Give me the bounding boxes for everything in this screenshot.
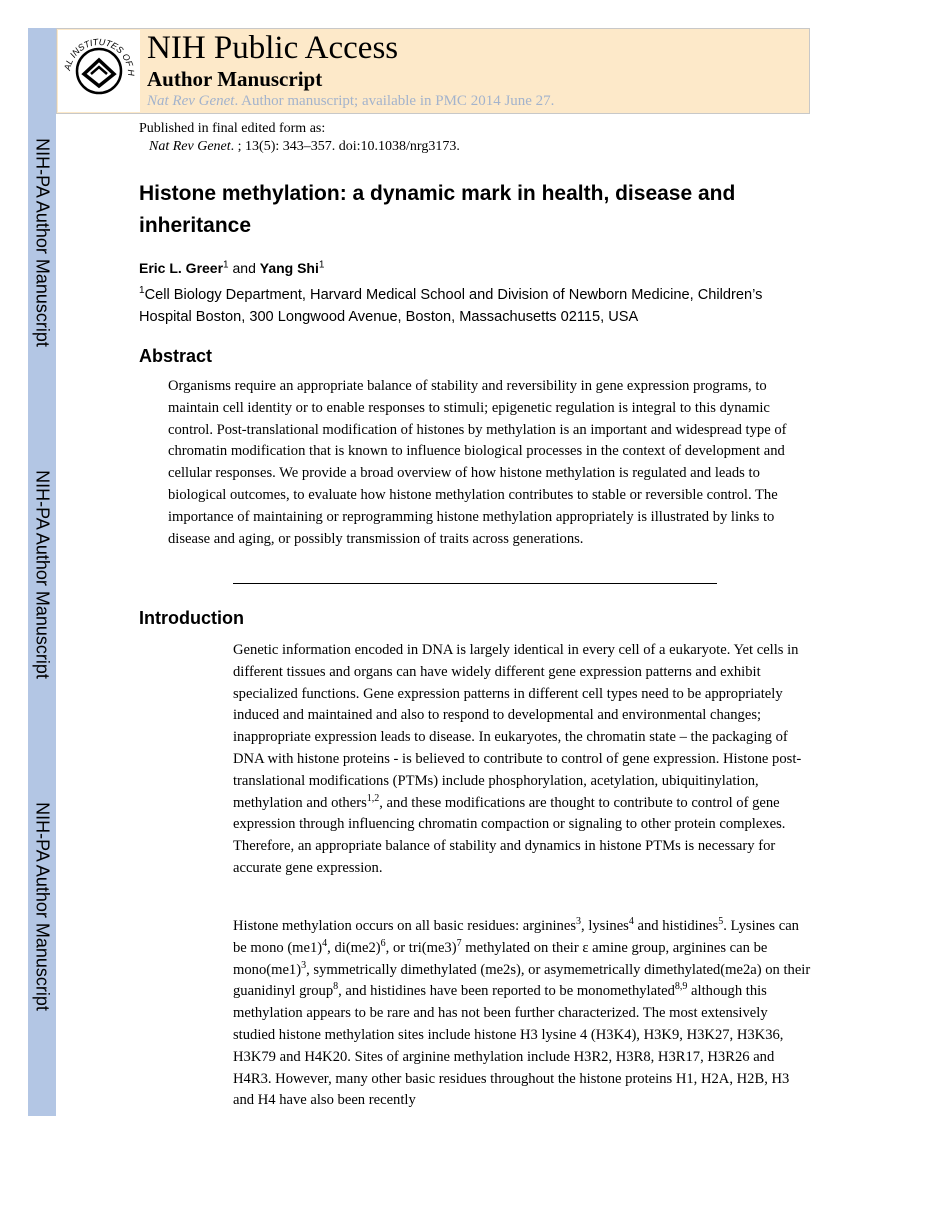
author-2: Yang Shi [259, 260, 319, 276]
author-2-affiliation: 1 [318, 259, 325, 271]
author-1-affiliation: 1 [223, 259, 229, 271]
page-title: NIH Public Access [147, 30, 399, 66]
intro-p2-text: although this methylation appears to be rare and has not been further characterized. The most extensively studied histone methylation sites include histone H3 lysine 4 (H3K4), H3K9, H3K27, H3K36, H3K79 and H4K20. Sites of arginine methylation include H3R2, H3R8, H3R17, H3R26 and H4R3. However, many other basic residues throughout the histone proteins H1, H2A, H2B, H3 and H4 have also been recently [233, 983, 790, 1109]
citation-ref: 5 [718, 916, 724, 928]
citation-ref: 6 [380, 937, 386, 949]
intro-p2-text: Histone methylation occurs on all basic residues: arginines [233, 918, 577, 934]
citation [149, 138, 460, 156]
introduction-heading: Introduction [139, 608, 244, 628]
affiliation-number: 1 [139, 285, 145, 297]
citation-ref: 4 [322, 937, 328, 949]
author-line [139, 258, 324, 278]
availability-journal: Nat Rev Genet [147, 93, 235, 109]
intro-p1-text-b: , and these modifications are thought to contribute to control of gene expression through influencing chromatin compaction or signaling to other protein complexes. Therefore, an appropriate balance of stability and dynamics in histone PTMs is necessary for accurate gene expression. [233, 794, 786, 876]
affiliation-text: Cell Biology Department, Harvard Medical School and Division of Newborn Medicine, Children’s Hospital Boston, 300 Longwood Avenue, Boston, Massachusetts 02115, USA [139, 287, 763, 325]
citation-ref: 3 [576, 916, 582, 928]
nih-logo-icon [58, 30, 140, 112]
intro-paragraph-2 [233, 916, 813, 1112]
intro-p2-text: methylated on their ε amine group, arginines can be mono(me1) [233, 939, 768, 978]
intro-p2-text: , symmetrically dimethylated (me2s), or asymemetrically dimethylated(me2a) on their guanidinyl group [233, 961, 811, 1000]
logo-text: AL INSTITUTES OF H [62, 36, 137, 77]
availability-line [147, 92, 554, 110]
intro-p2-text: , or tri(me3) [385, 939, 457, 956]
intro-p2-text: . Lysines can be mono (me1) [233, 918, 799, 956]
intro-p1-text-a: Genetic information encoded in DNA is largely identical in every cell of a eukaryote. Yet cells in different tissues and organs can have widely different gene expression patterns and exhibit specialized functions. Gene expression patterns in different cell types need to be appropriately induced and maintained and also to respond to developmental and environmental changes; inappropriate expression leads to disease. In eukaryotes, the chromatin state – the packaging of DNA with histone proteins - is believed to contribute to control of gene expression. Histone post-translational modifications (PTMs) include phosphorylation, acetylation, ubiquitinylation, methylation and others [233, 642, 802, 811]
article-title: Histone methylation: a dynamic mark in health, disease and inheritance [139, 182, 736, 237]
availability-text: . Author manuscript; available in PMC 2014 June 27. [234, 93, 555, 109]
affiliation [139, 284, 819, 328]
sidebar-label-1: NIH-PA Author Manuscript [32, 138, 53, 347]
intro-p2-text: and histidines [633, 918, 719, 934]
intro-p2-text: , and histidines have been reported to be monomethylated [338, 983, 675, 1000]
citation-ref: 1,2 [366, 792, 380, 804]
citation-ref: 4 [628, 916, 634, 928]
manuscript-subtitle: Author Manuscript [147, 67, 323, 91]
sidebar-label-2: NIH-PA Author Manuscript [32, 470, 53, 679]
intro-p2-text: , lysines [581, 918, 629, 934]
abstract-heading: Abstract [139, 346, 213, 366]
citation-ref: 8,9 [674, 981, 688, 993]
author-1: Eric L. Greer [139, 260, 224, 276]
citation-ref: 3 [301, 959, 307, 971]
published-label: Published in final edited form as: [139, 121, 326, 136]
intro-p2-text: , di(me2) [327, 939, 381, 956]
section-divider [233, 583, 717, 584]
citation-ref: 7 [456, 937, 462, 949]
citation-journal: Nat Rev Genet [149, 139, 231, 154]
author-and: and [232, 260, 256, 276]
sidebar-label-3: NIH-PA Author Manuscript [32, 802, 53, 1011]
citation-ref: 8 [333, 981, 339, 993]
abstract-text: Organisms require an appropriate balance of stability and reversibility in gene expression programs, to maintain cell identity or to enable responses to stimuli; epigenetic regulation is integral to this dynamic control. Post-translational modification of histones by methylation is an important and widespread type of chromatin modification that is known to influence biological processes in the context of development and cellular responses. We provide a broad overview of how histone methylation is regulated and leads to biological outcomes, to evaluate how histone methylation contributes to stable or reversible control. The importance of maintaining or reprogramming histone methylation appropriately is illustrated by links to disease and aging, or possibly transmission of traits across generations. [168, 378, 787, 547]
intro-paragraph-1 [233, 640, 813, 880]
citation-details: . ; 13(5): 343–357. doi:10.1038/nrg3173. [230, 139, 460, 154]
